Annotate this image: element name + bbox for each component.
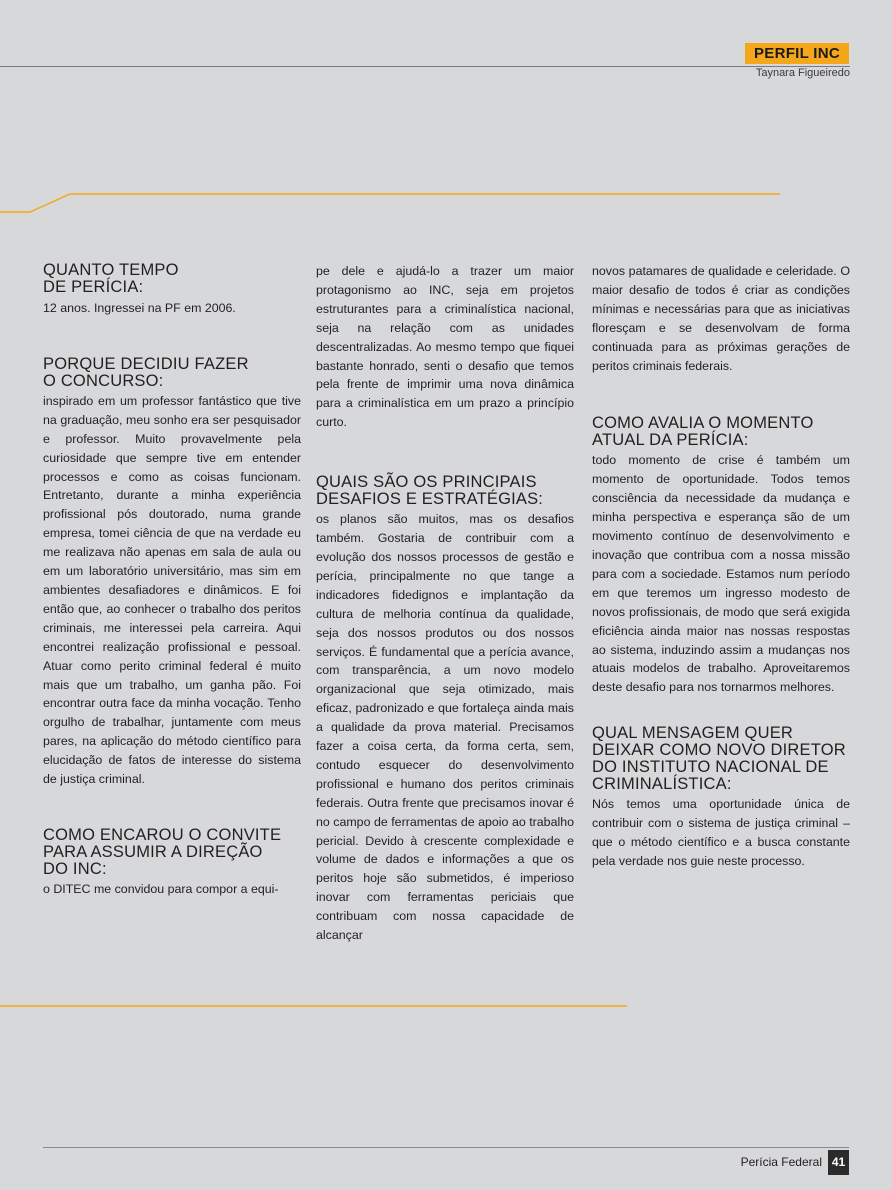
answer-text: Nós temos uma oportunidade única de contribuir com o sistema de justiça criminal – que o método científico e a busca constante pela verdade nos guie neste processo. bbox=[592, 797, 850, 868]
question-heading: QUANTO TEMPO DE PERÍCIA: bbox=[43, 261, 179, 296]
column-3 bbox=[592, 262, 850, 871]
column-1 bbox=[43, 262, 301, 899]
answer-text-continued: pe dele e ajudá-lo a trazer um maior protagonismo ao INC, seja em projetos estruturantes para a criminalística nacional, seja na relação com as unidades descentralizadas. Ao mesmo tempo que fiquei bastante honrado, senti o desafio que temos pela frente de imprimir uma nova dinâmica para a criminalística em um prazo a princípio curto. bbox=[316, 264, 574, 430]
answer-text: todo momento de crise é também um momento de oportunidade. Todos temos consciência da necessidade da mudança e minha perspectiva e esperança são de um movimento contínuo de desenvolvimento e inovação que contribua com a nossa missão para com a sociedade. Estamos num período em que teremos um ingresso modesto de novos profissionais, de modo que será exigida eficiência ainda maior nas nossas respostas ao sistema, induzindo assim a mudanças nos atuais modelos de trabalho. Aproveitaremos deste desafio para nos tornarmos melhores. bbox=[592, 453, 850, 695]
question-heading: COMO ENCAROU O CONVITE PARA ASSUMIR A DIREÇÃO DO INC: bbox=[43, 825, 282, 878]
question-heading: QUAL MENSAGEM QUER DEIXAR COMO NOVO DIRETOR DO INSTITUTO NACIONAL DE CRIMINALÍSTICA: bbox=[592, 724, 846, 794]
question-heading: PORQUE DECIDIU FAZER O CONCURSO: bbox=[43, 354, 249, 390]
answer-text-continued: novos patamares de qualidade e celeridade. O maior desafio de todos é criar as condições mínimas e necessárias para que as iniciativas floresçam e se desenvolvam de forma continuada para as próximas gerações de peritos criminais federais. bbox=[592, 264, 850, 373]
publication-name: Perícia Federal bbox=[740, 1155, 822, 1169]
answer-text: o DITEC me convidou para compor a equi- bbox=[43, 881, 279, 896]
top-accent-line bbox=[0, 194, 780, 212]
section-badge: PERFIL INC bbox=[745, 43, 849, 64]
footer-rule bbox=[43, 1147, 849, 1148]
author-name: Taynara Figueiredo bbox=[755, 67, 850, 79]
page-number: 41 bbox=[828, 1150, 849, 1175]
question-heading: QUAIS SÃO OS PRINCIPAIS DESAFIOS E ESTRATÉGIAS: bbox=[316, 473, 544, 509]
answer-text: 12 anos. Ingressei na PF em 2006. bbox=[43, 301, 236, 315]
answer-text: os planos são muitos, mas os desafios também. Gostaria de contribuir com a evolução dos nossos processos de gestão e perícia, principalmente no que tange a indicadores fidedignos e implantação da cultura de melhoria contínua da qualidade, seja dos nossos produtos ou dos nossos serviços. É fundamental que a perícia avance, com transparência, a um novo modelo organizacional que seja otimizado, mais eficaz, padronizado e que fortaleça ainda mais a qualidade da prova material. Precisamos fazer a coisa certa, da forma certa, sem, contudo esquecer do desenvolvimento profissional e humano dos peritos criminais federais. Outra frente que precisamos inovar é no campo de ferramentas de apoio ao trabalho pericial. Devido à crescente complexidade e volume de dados e informações a que os peritos hoje são submetidos, é imperioso inovar com ferramentas periciais que contribuam com nossa capacidade de alcançar bbox=[316, 512, 574, 943]
question-heading: COMO AVALIA O MOMENTO ATUAL DA PERÍCIA: bbox=[592, 414, 814, 450]
answer-text: inspirado em um professor fantástico que tive na graduação, meu sonho era ser pesquisador e professor. Muito provavelmente pela curiosidade que sempre tive em entender processos e como as coisas funcionam. Entretanto, durante a minha experiência profissional pós doutorado, numa grande empresa, tomei ciência de que na verdade eu me realizava não apenas em sala de aula ou em um laboratório universitário, mas sim em ambientes desafiadores e dinâmicos. E foi então que, ao conhecer o trabalho dos peritos criminais, me interessei pela carreira. Aqui encontrei realização profissional e pessoal. Atuar como perito criminal federal é muito mais que um trabalho, um ganha pão. Foi encontrar outra face da minha vocação. Tenho orgulho de trabalhar, juntamente com meus pares, na aplicação do método científico para elucidação de fatos de interesse do sistema de justiça criminal. bbox=[43, 393, 301, 787]
column-2 bbox=[316, 262, 574, 945]
